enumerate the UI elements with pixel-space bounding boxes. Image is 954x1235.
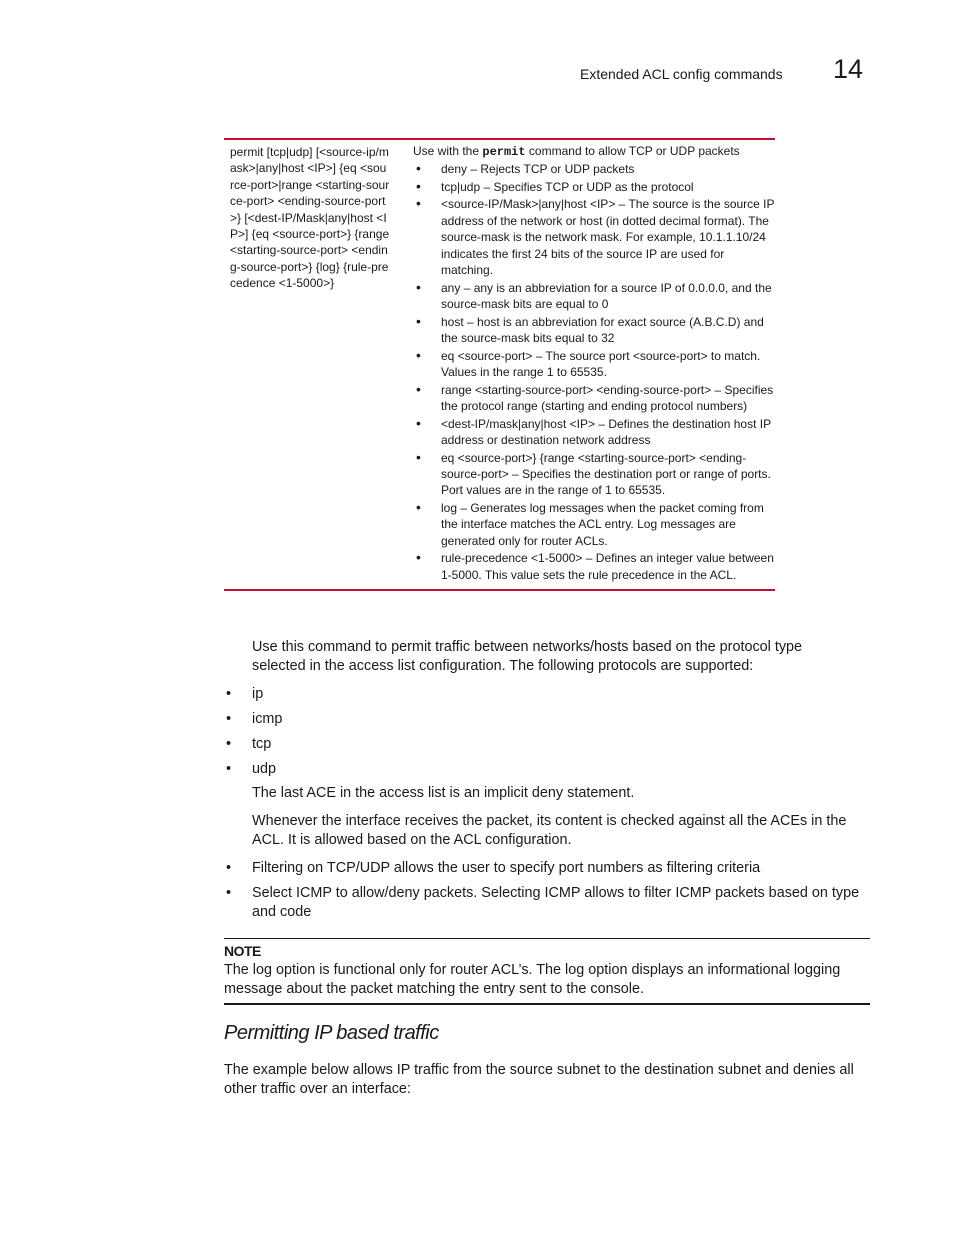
protocol-item-icmp: • icmp [224,710,282,735]
filter-item: • Select ICMP to allow/deny packets. Selecting ICMP allows to filter ICMP packets based on type and code [224,884,870,922]
description-intro [413,143,775,160]
parameter-item: • log – Generates log messages when the packet coming from the interface matches the ACL entry. Log messages are generated only for router ACLs. [413,500,775,549]
protocol-item-ip: • ip [224,685,282,710]
parameter-item: • any – any is an abbreviation for a source IP of 0.0.0.0, and the source-mask bits are equal to 0 [413,280,775,313]
permit-keyword: permit [482,145,526,159]
running-header-title: Extended ACL config commands [580,66,783,82]
command-table [224,138,775,591]
parameter-item: • eq <source-port>} {range <starting-source-port> <ending-source-port> – Specifies the destination port or range of ports. Port values are in the range of 1 to 65535. [413,450,775,499]
description-prefix: Use with the [413,144,483,158]
implicit-deny-paragraph: The last ACE in the access list is an implicit deny statement. [252,785,635,801]
note-box [224,938,870,1005]
command-description-cell [396,140,775,589]
filter-list [224,859,870,922]
note-text: The log option is functional only for router ACL’s. The log option displays an informational logging message about the packet matching the entry sent to the console. [224,962,841,997]
command-syntax-cell [224,140,396,589]
parameter-item: • <source-IP/Mask>|any|host <IP> – The source is the source IP address of the network or host (in dotted decimal format). The source-mask is the network mask. For example, 10.1.1.10/24 indicates the first 24 bits of the source IP are used for matching. [413,196,775,278]
protocol-list [224,685,282,785]
intro-paragraph: Use this command to permit traffic between networks/hosts based on the protocol type selected in the access list configuration. The following protocols are supported: [252,639,803,674]
chapter-number: 14 [833,54,864,84]
parameter-item: • range <starting-source-port> <ending-source-port> – Specifies the protocol range (starting and ending protocol numbers) [413,382,775,415]
interface-check-paragraph: Whenever the interface receives the packet, its content is checked against all the ACEs in the ACL. It is allowed based on the ACL configuration. [252,813,847,848]
command-syntax: permit [tcp|udp] [<source-ip/mask>|any|host <IP>] {eq <source-port>|range <starting-source-port> <ending-source-port>} [<dest-IP/Mask|any|host <IP>] {eq <source-port>} {range <starting-source-port> <ending-source-port>} {log} {rule-precedence <1-5000>} [230,145,390,291]
parameter-item: • tcp|udp – Specifies TCP or UDP as the protocol [413,179,775,195]
filter-item: • Filtering on TCP/UDP allows the user to specify port numbers as filtering criteria [224,859,870,878]
description-suffix: command to allow TCP or UDP packets [525,144,740,158]
parameter-item: • host – host is an abbreviation for exact source (A.B.C.D) and the source-mask bits equal to 32 [413,314,775,347]
protocol-item-tcp: • tcp [224,735,282,760]
section-paragraph: The example below allows IP traffic from the source subnet to the destination subnet and denies all other traffic over an interface: [224,1062,854,1097]
parameter-item: • rule-precedence <1-5000> – Defines an integer value between 1-5000. This value sets the rule precedence in the ACL. [413,550,775,583]
parameter-list [413,161,775,583]
protocol-item-udp: • udp [224,760,282,785]
parameter-item: • <dest-IP/mask|any|host <IP> – Defines the destination host IP address or destination network address [413,416,775,449]
parameter-item: • deny – Rejects TCP or UDP packets [413,161,775,177]
section-heading: Permitting IP based traffic [224,1022,439,1044]
note-label: NOTE [224,943,261,959]
parameter-item: • eq <source-port> – The source port <source-port> to match. Values in the range 1 to 65535. [413,348,775,381]
